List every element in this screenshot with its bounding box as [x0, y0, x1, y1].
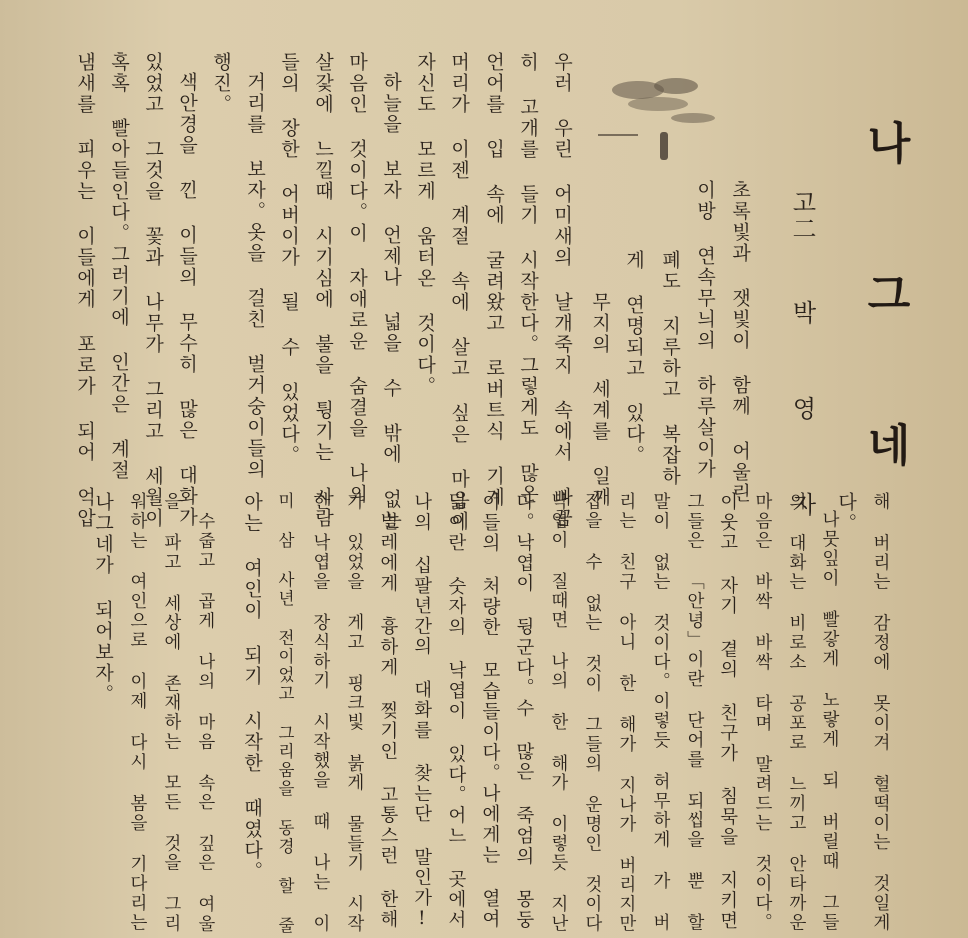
lower-column-23: 워하는 여인으로 이제 다시 봄을 기다리는 — [126, 492, 147, 933]
lower-column-12: 다。낙엽이 뒹군다。수 많은 죽엄의 몽둥 — [513, 492, 535, 931]
title-ornament-illustration — [598, 70, 723, 170]
author-byline — [790, 190, 814, 538]
body-column-4: 언어를 입 속에 굴려왔고 로버트식 기계 — [483, 52, 505, 508]
lower-column-19: 미 삼 사년 전이었고 그리움을 동경 할 줄 — [275, 492, 295, 936]
body-column-2: 우러 우린 어미새의 날개죽지 속에서 빠끔 — [551, 52, 573, 529]
author-name: 박 영 자 — [788, 300, 816, 538]
lower-column-21: 수줍고 곱게 나의 마음 속은 깊은 여울 — [194, 512, 215, 934]
body-column-1: 무지의 세계를 일깨 — [589, 292, 611, 508]
epigraph-line-1: 초록빛과 잿빛이 함께 어울린 — [729, 180, 751, 504]
body-column-7: 하늘을 보자 언제나 넓을 수 밖에 없는 — [380, 72, 402, 531]
body-column-5: 머리가 이젠 계절 속에 살고 싶은 마음이 — [448, 52, 470, 532]
body-column-12: 행진。 — [210, 52, 232, 115]
body-column-9: 살갗에 느낄때 시기심에 불을 튕기는 사람 — [312, 52, 334, 529]
lower-column-13: 이들의 처량한 모습들이다。나에게는 열여 — [479, 492, 501, 930]
lower-column-2: 다。 — [835, 492, 857, 534]
author-grade: 고二 — [788, 190, 816, 242]
body-column-13: 색안경을 낀 이들의 무수히 많은 대화가 — [176, 72, 198, 528]
body-column-6: 자신도 모르게 움터온 것이다。 — [414, 52, 436, 397]
epigraph-line-4: 게 연명되고 있다。 — [623, 250, 645, 466]
lower-column-15: 나의 십팔년간의 대화를 찾는단 말인가! — [411, 492, 433, 931]
epigraph-line-2: 이방 연속무늬의 하루살이가 — [694, 180, 716, 480]
lower-column-7: 그들은 「안녕」이란 단어를 되씹을 뿐 할 — [683, 492, 704, 933]
lower-column-24: 나그네가 되어보자。 — [92, 492, 114, 705]
lower-column-5: 마음은 바싹 바싹 타며 말려드는 것이다。 — [751, 492, 772, 933]
lower-column-14: 덟이란 숫자의 낙엽이 있다。어느 곳에서 — [445, 492, 467, 931]
lower-column-8: 말이 없는 것이다。이렇듯 허무하게 가 버 — [649, 492, 670, 933]
essay-title: 나 그 네 — [859, 120, 910, 494]
body-column-16: 냄새를 피우는 이들에게 포로가 되어 억압 — [74, 52, 96, 529]
lower-column-17: 가 있었을 게고 핑크빛 붉게 물들기 시작 — [343, 492, 364, 934]
body-column-8: 마음인 것이다。이 자애로운 숨결을 나의 — [346, 52, 368, 505]
lower-column-10: 잡을 수 없는 것이 그들의 운명인 것이다 — [581, 492, 602, 934]
lower-column-22: 을 파고 세상에 존재하는 모든 것을 그리 — [160, 492, 181, 934]
lower-column-16: 벌레에게 흉하게 찢기인 고통스런 한해 — [377, 512, 399, 930]
body-column-10: 들의 장한 어버이가 될 수 있었다。 — [278, 52, 300, 466]
lower-column-4: 의 대화는 비로소 공포로 느끼고 안타까운 — [785, 492, 806, 933]
body-column-3: 히 고개를 들기 시작한다。그렇게도 많은 — [517, 52, 539, 505]
lower-column-11: 낙엽이 질때면 나의 한 해가 이렇듯 지난 — [547, 492, 568, 934]
body-column-11: 거리를 보자。옷을 걸친 벌거숭이들의 — [244, 72, 266, 480]
body-column-15: 혹혹 빨아들인다。그러기에 인간은 계절 — [108, 52, 130, 481]
lower-column-20: 아는 여인이 되기 시작한 때였다。 — [241, 492, 263, 882]
lower-column-18: 한 낙엽을 장식하기 시작했을 때 나는 이 — [309, 492, 330, 934]
lower-column-6: 이웃고 자기 곁의 친구가 침묵을 지키면 — [717, 492, 739, 931]
lower-column-1: 해 버리는 감정에 못이겨 헐떡이는 것일게 — [869, 492, 890, 933]
epigraph-line-3: 폐도 지루하고 복잡하 — [659, 250, 681, 487]
body-column-14: 있었고 그것을 꽃과 나무가 그리고 세월이 — [142, 52, 164, 529]
lower-column-3: 나뭇잎이 빨갛게 노랗게 되 버릴때 그들 — [819, 510, 840, 932]
lower-column-9: 리는 친구 아니 한 해가 지나가 버리지만 — [615, 492, 636, 934]
